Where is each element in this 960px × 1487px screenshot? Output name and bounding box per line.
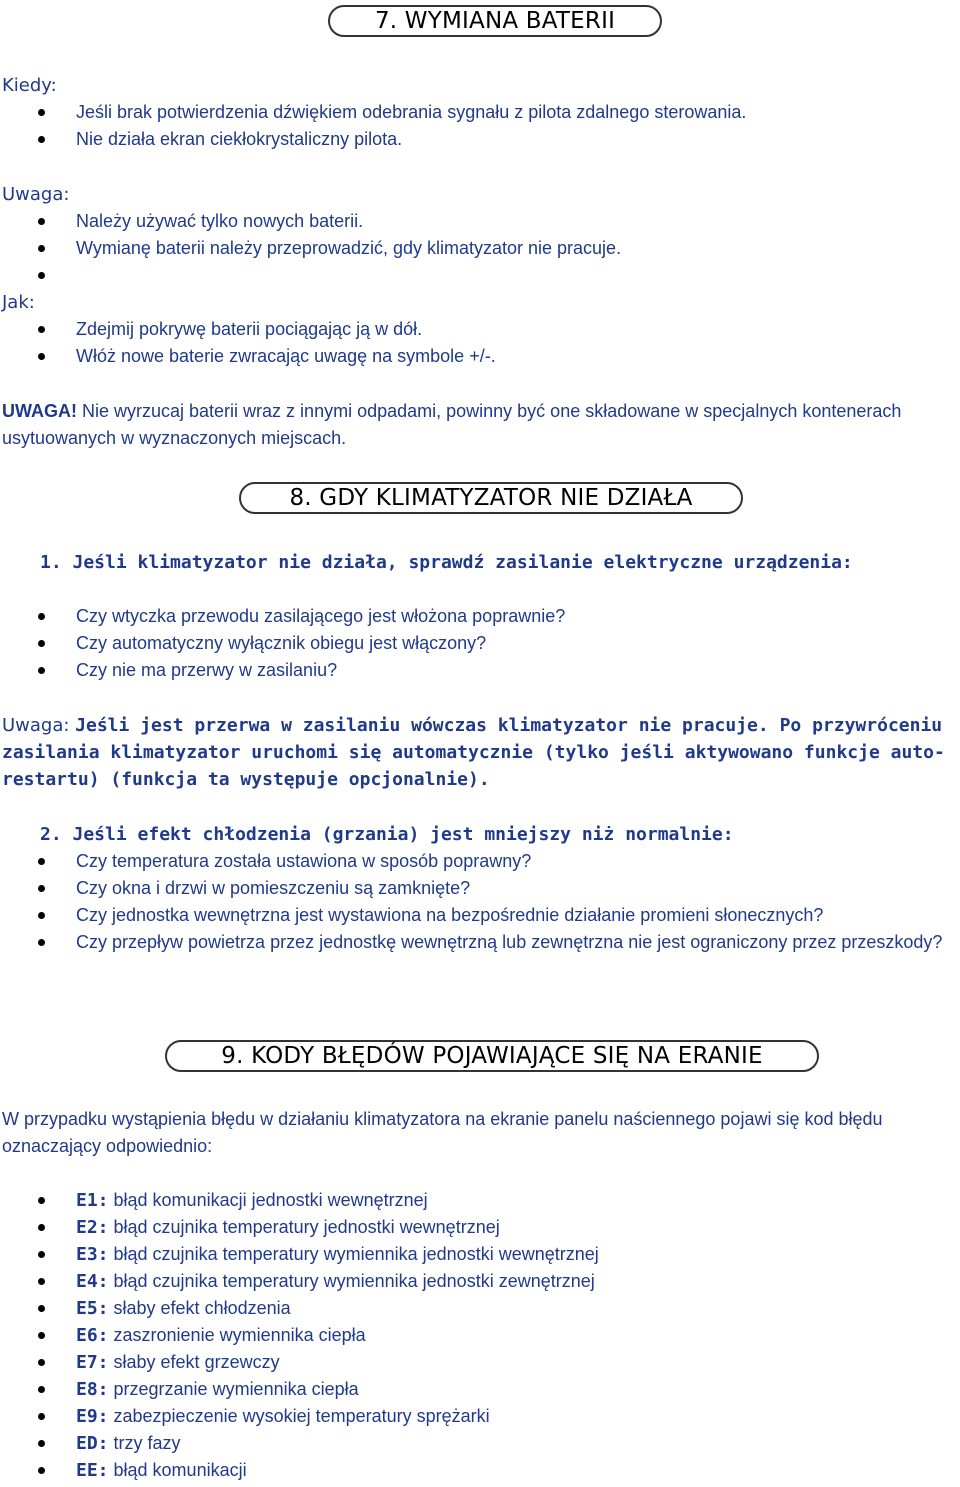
list-item [0,262,958,289]
q2-list [0,848,958,956]
bullet-icon [38,1413,45,1420]
error-code: E9: [76,1406,109,1427]
bullet-icon [38,326,45,333]
power-note [0,712,958,793]
list-item: Jeśli brak potwierdzenia dźwiękiem odebrania sygnału z pilota zdalnego sterowania. [0,99,958,126]
error-code-item [0,1376,958,1403]
section-8-title: 8. GDY KLIMATYZATOR NIE DZIAŁA [239,482,743,514]
jak-block [0,289,958,370]
list-item: Nie działa ekran ciekłokrystaliczny pilota. [0,126,958,153]
list-item: Czy jednostka wewnętrzna jest wystawiona na bezpośrednie działanie promieni słonecznych? [0,902,958,929]
jak-list [0,316,958,370]
list-item: Czy wtyczka przewodu zasilającego jest włożona poprawnie? [0,603,958,630]
error-code-item [0,1349,958,1376]
bullet-icon [38,245,45,252]
error-code-item [0,1214,958,1241]
bullet-icon [38,858,45,865]
error-desc: błąd czujnika temperatury jednostki wewnętrznej [108,1217,500,1237]
error-code-list [0,1187,958,1484]
bullet-icon [38,1386,45,1393]
list-item: Włóż nowe baterie zwracając uwagę na symbole +/-. [0,343,958,370]
list-item: Czy automatyczny wyłącznik obiegu jest włączony? [0,630,958,657]
jak-label: Jak: [2,292,35,313]
error-code: E8: [76,1379,109,1400]
error-code-item [0,1403,958,1430]
q2-heading: 2. Jeśli efekt chłodzenia (grzania) jest mniejszy niż normalnie: [40,824,734,845]
error-code-item [0,1457,958,1484]
warning-text: Nie wyrzucaj baterii wraz z innymi odpadami, powinny być one składowane w specjalnych kontenerach usytuowanych w wyznaczonych miejscach. [2,401,902,448]
bullet-icon [38,1197,45,1204]
bullet-icon [38,640,45,647]
error-code-item [0,1268,958,1295]
error-code: E6: [76,1325,109,1346]
kiedy-label: Kiedy: [2,75,57,96]
bullet-icon [38,912,45,919]
list-item: Zdejmij pokrywę baterii pociągając ją w dół. [0,316,958,343]
uwaga-list [0,208,958,289]
uwaga-block [0,181,958,289]
error-desc: trzy fazy [108,1433,181,1453]
error-codes-block [0,1187,958,1484]
error-code: E5: [76,1298,109,1319]
list-item: Należy używać tylko nowych baterii. [0,208,958,235]
list-item: Czy przepływ powietrza przez jednostkę wewnętrzną lub zewnętrzna nie jest ograniczony przez przeszkody? [0,929,958,956]
list-item: Czy okna i drzwi w pomieszczeniu są zamknięte? [0,875,958,902]
error-code-item [0,1430,958,1457]
bullet-icon [38,1305,45,1312]
bullet-icon [38,1359,45,1366]
bullet-icon [38,1224,45,1231]
error-desc: błąd czujnika temperatury wymiennika jednostki wewnętrznej [108,1244,599,1264]
error-desc: błąd czujnika temperatury wymiennika jednostki zewnętrznej [108,1271,595,1291]
error-code: E7: [76,1352,109,1373]
bullet-icon [38,218,45,225]
section-9-title: 9. KODY BŁĘDÓW POJAWIAJĄCE SIĘ NA ERANIE [165,1040,819,1072]
bullet-icon [38,1467,45,1474]
error-code-item [0,1187,958,1214]
error-code: E1: [76,1190,109,1211]
error-desc: przegrzanie wymiennika ciepła [108,1379,359,1399]
error-code: E2: [76,1217,109,1238]
list-item: Czy nie ma przerwy w zasilaniu? [0,657,958,684]
error-code-item [0,1295,958,1322]
bullet-icon [38,136,45,143]
error-code-item [0,1241,958,1268]
bullet-icon [38,353,45,360]
error-code: E3: [76,1244,109,1265]
kiedy-list [0,99,958,153]
bullet-icon [38,885,45,892]
bullet-icon [38,1251,45,1258]
q2-block [0,848,958,956]
warning-label: UWAGA! [2,401,77,421]
error-desc: słaby efekt chłodzenia [108,1298,291,1318]
error-desc: zabezpieczenie wysokiej temperatury sprężarki [108,1406,490,1426]
error-desc: błąd komunikacji jednostki wewnętrznej [108,1190,428,1210]
bullet-icon [38,1440,45,1447]
error-desc: słaby efekt grzewczy [108,1352,280,1372]
list-item: Wymianę baterii należy przeprowadzić, gdy klimatyzator nie pracuje. [0,235,958,262]
bullet-icon [38,272,45,279]
battery-warning [0,398,960,452]
bullet-icon [38,1332,45,1339]
q1-list [0,603,958,684]
note-text: Jeśli jest przerwa w zasilaniu wówczas klimatyzator nie pracuje. Po przywróceniu zasilania klimatyzator uruchomi się automatycznie (tylko jeśli aktywowano funkcje auto-restartu) (funkcja ta występuje opcjonalnie). [2,715,945,790]
q1-heading: 1. Jeśli klimatyzator nie działa, sprawdź zasilanie elektryczne urządzenia: [40,552,853,573]
kiedy-block [0,72,958,153]
bullet-icon [38,667,45,674]
error-code: EE: [76,1460,109,1481]
error-intro: W przypadku wystąpienia błędu w działaniu klimatyzatora na ekranie panelu naściennego pojawi się kod błędu oznaczający odpowiednio: [2,1109,883,1156]
note-prefix: Uwaga: [2,715,76,736]
error-desc: zaszronienie wymiennika ciepła [108,1325,366,1345]
q1-block [0,603,958,684]
error-code: ED: [76,1433,109,1454]
bullet-icon [38,939,45,946]
bullet-icon [38,613,45,620]
section-7-title: 7. WYMIANA BATERII [328,5,662,37]
bullet-icon [38,109,45,116]
list-item: Czy temperatura została ustawiona w sposób poprawny? [0,848,958,875]
error-code: E4: [76,1271,109,1292]
error-code-item [0,1322,958,1349]
uwaga-label: Uwaga: [2,184,70,205]
bullet-icon [38,1278,45,1285]
error-desc: błąd komunikacji [108,1460,247,1480]
